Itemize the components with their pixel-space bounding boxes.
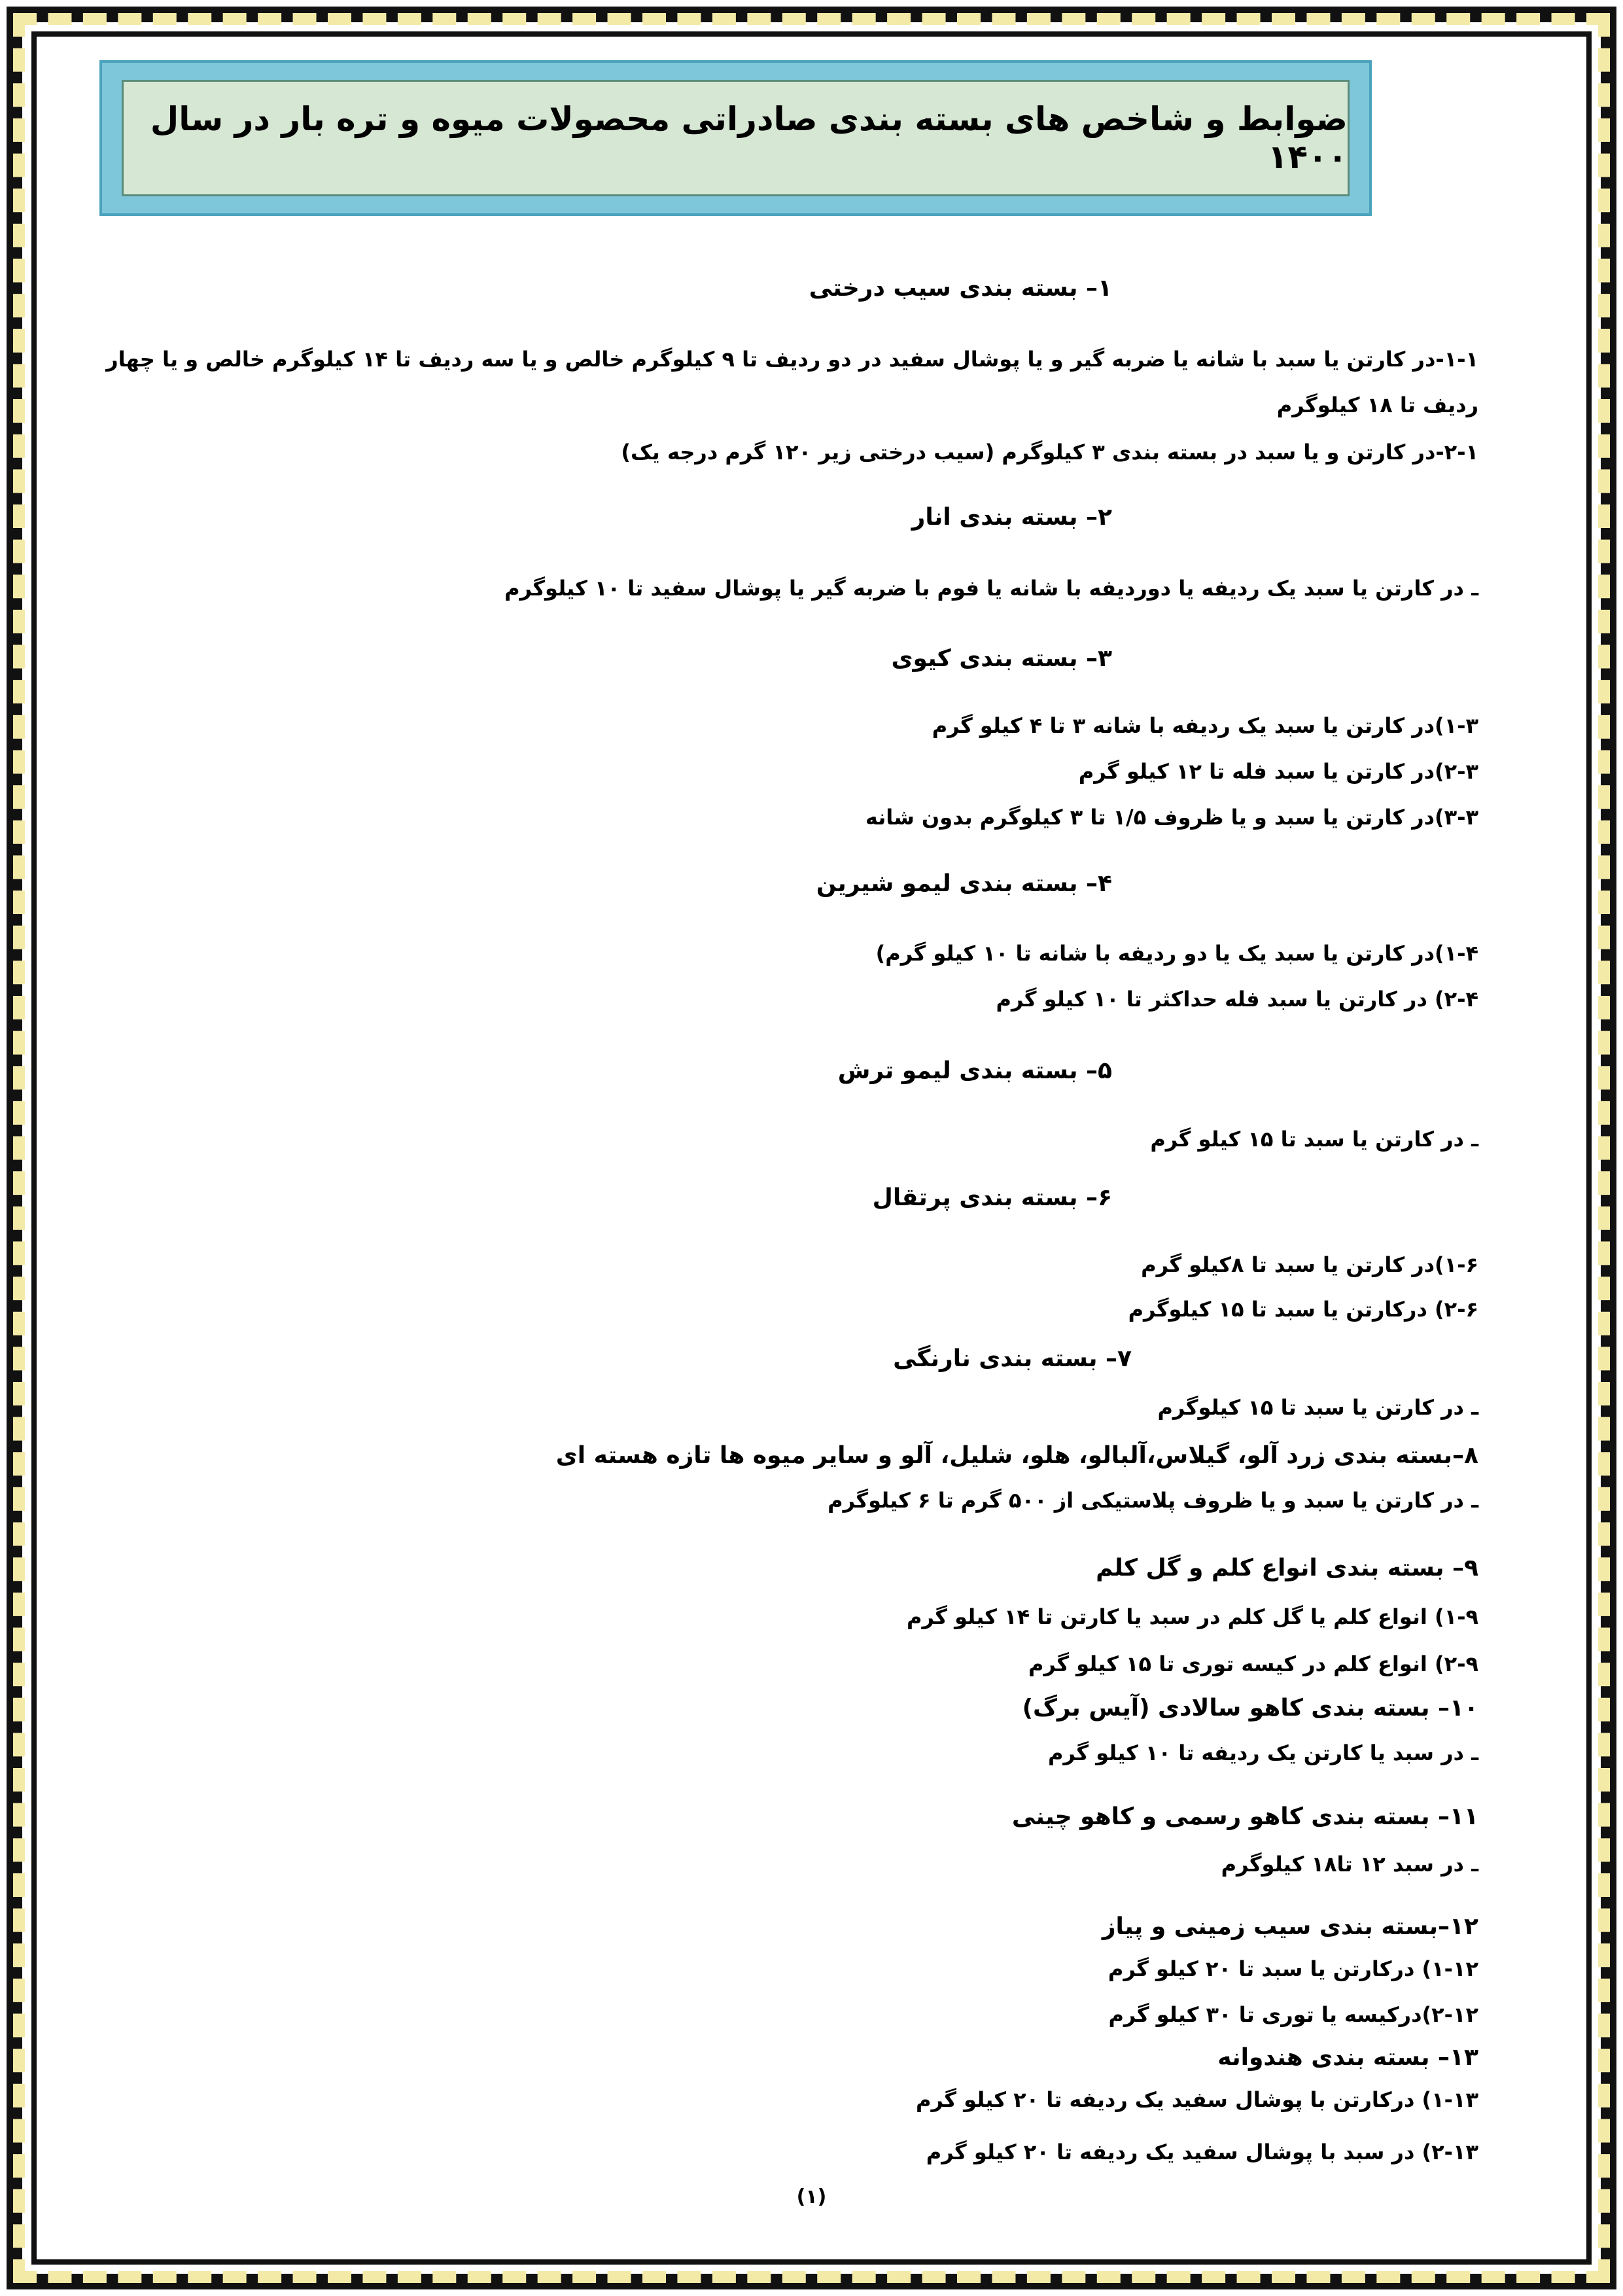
section-heading: ۱۰– بسته بندی کاهو سالادی (آیس برگ) (1022, 1695, 1478, 1722)
list-item: ۳-۳)در کارتن یا سبد و یا ظروف ۱/۵ تا ۳ کیلوگرم بدون شانه (865, 805, 1478, 830)
section-heading: ۱۲–بسته بندی سیب زمینی و پیاز (1102, 1913, 1478, 1940)
list-item: ۲-۱-در کارتن و یا سبد در بسته بندی ۳ کیلوگرم (سیب درختی زیر ۱۲۰ گرم درجه یک) (621, 440, 1478, 465)
section-heading: ۹– بسته بندی انواع کلم و گل کلم (1096, 1555, 1478, 1581)
list-item: ـ در کارتن یا سبد تا ۱۵ کیلوگرم (1157, 1395, 1478, 1420)
page-title: ضوابط و شاخص های بسته بندی صادراتی محصولات میوه و تره بار در سال ۱۴۰۰ (150, 100, 1348, 176)
title-box (99, 60, 1372, 216)
section-heading: ۳– بسته بندی کیوی (891, 645, 1112, 672)
list-item: ـ در سبد یا کارتن یک ردیفه تا ۱۰ کیلو گرم (1047, 1740, 1478, 1765)
list-item: ۱-۴)در کارتن یا سبد یک یا دو ردیفه با شانه تا ۱۰ کیلو گرم) (875, 941, 1478, 966)
title-inner (122, 80, 1350, 196)
section-heading: ۱– بسته بندی سیب درختی (809, 275, 1112, 302)
section-heading: ۶– بسته بندی پرتقال (872, 1184, 1112, 1211)
section-heading: ۲– بسته بندی انار (911, 504, 1112, 531)
list-item: ۲-۳)در کارتن یا سبد فله تا ۱۲ کیلو گرم (1078, 759, 1478, 784)
list-item: ۱-۶)در کارتن یا سبد تا ۸کیلو گرم (1141, 1252, 1478, 1277)
list-item: ـ در کارتن یا سبد و یا ظروف پلاستیکی از ۵۰۰ گرم تا ۶ کیلوگرم (828, 1488, 1478, 1513)
list-item: ۲-۴) در کارتن یا سبد فله حداکثر تا ۱۰ کیلو گرم (996, 987, 1478, 1012)
section-heading: ۸–بسته بندی زرد آلو، گیلاس،آلبالو، هلو، شلیل، آلو و سایر میوه ها تازه هسته ای (555, 1442, 1478, 1469)
list-item: ۲-۱۳) در سبد با پوشال سفید یک ردیفه تا ۲۰ کیلو گرم (926, 2140, 1478, 2164)
section-heading: ۷– بسته بندی نارنگی (893, 1345, 1132, 1372)
list-item: ۱-۱۲) درکارتن یا سبد تا ۲۰ کیلو گرم (1108, 1956, 1478, 1981)
list-item: ۲-۹) انواع کلم در کیسه توری تا ۱۵ کیلو گرم (1028, 1651, 1478, 1676)
list-item: ۱-۹) انواع کلم یا گل کلم در سبد یا کارتن تا ۱۴ کیلو گرم (906, 1604, 1478, 1629)
section-heading: ۴– بسته بندی لیمو شیرین (816, 870, 1112, 897)
list-item: ـ در کارتن یا سبد تا ۱۵ کیلو گرم (1150, 1127, 1478, 1152)
list-item: ـ در کارتن یا سبد یک ردیفه یا دوردیفه با شانه یا فوم با ضربه گیر یا پوشال سفید تا ۱۰ کیلوگرم (504, 576, 1478, 601)
list-item: ۱-۳)در کارتن یا سبد یک ردیفه با شانه ۳ تا ۴ کیلو گرم (932, 713, 1478, 738)
list-item: ۲-۶) درکارتن یا سبد تا ۱۵ کیلوگرم (1128, 1297, 1478, 1322)
list-item: ـ در سبد ۱۲ تا۱۸ کیلوگرم (1221, 1852, 1478, 1877)
list-item: ۲-۱۲)درکیسه یا توری تا ۳۰ کیلو گرم (1108, 2002, 1478, 2027)
section-heading: ۱۳– بسته بندی هندوانه (1217, 2044, 1478, 2071)
list-item: ردیف تا ۱۸ کیلوگرم (1276, 393, 1478, 417)
page-number: (۱) (796, 2185, 827, 2208)
list-item: ۱-۱-در کارتن یا سبد با شانه یا ضربه گیر و یا پوشال سفید در دو ردیف تا ۹ کیلوگرم خالص و یا سه ردیف تا ۱۴ کیلوگرم خالص و یا چهار (106, 347, 1478, 372)
list-item: ۱-۱۳) درکارتن با پوشال سفید یک ردیفه تا ۲۰ کیلو گرم (916, 2087, 1478, 2112)
section-heading: ۵– بسته بندی لیمو ترش (837, 1057, 1112, 1084)
section-heading: ۱۱– بسته بندی کاهو رسمی و کاهو چینی (1011, 1803, 1478, 1830)
